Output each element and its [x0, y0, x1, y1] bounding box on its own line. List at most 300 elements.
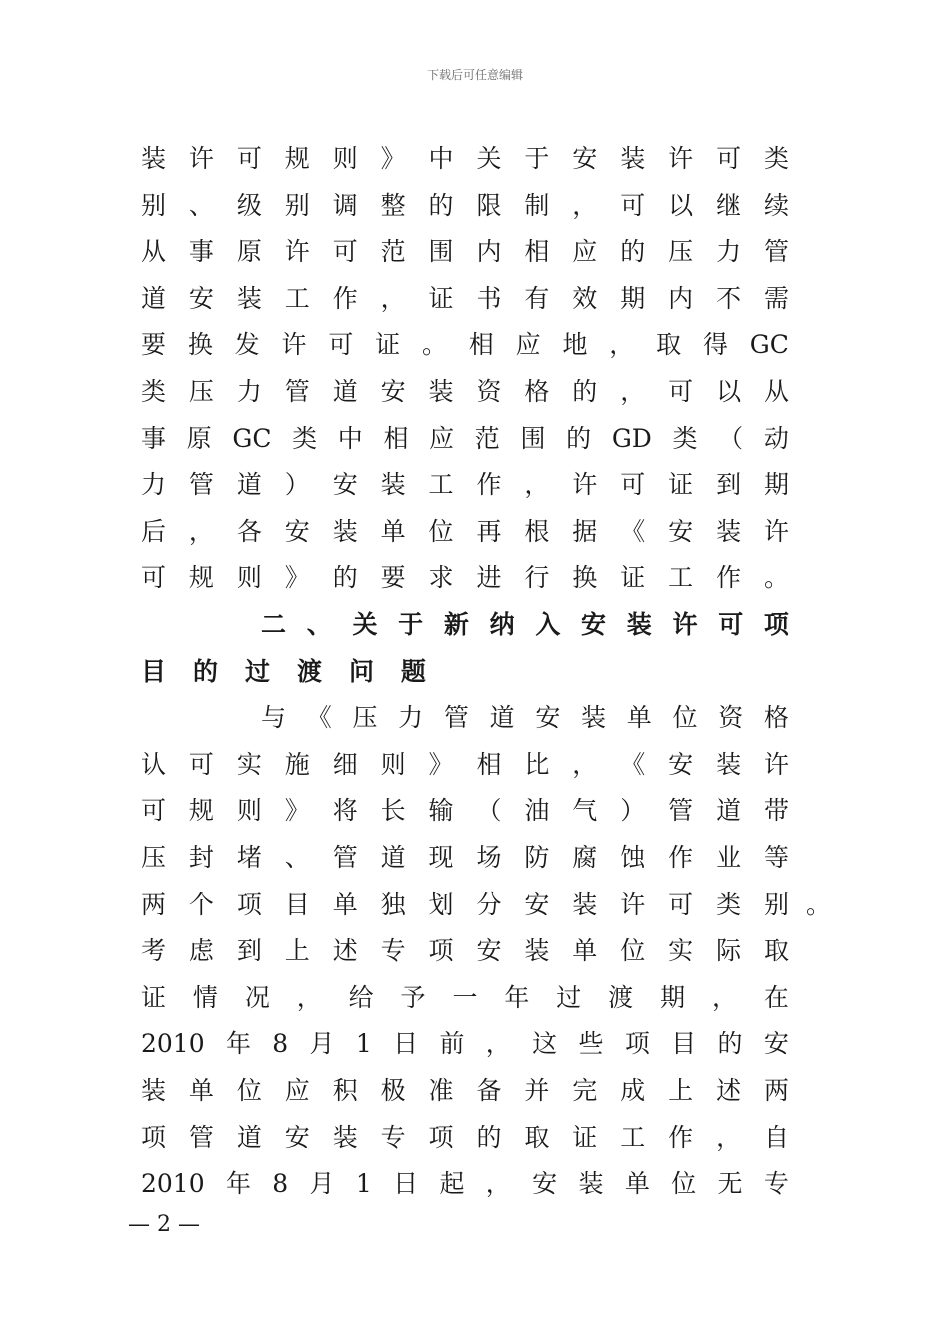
- paragraph-line: [141, 975, 789, 1021]
- text-char: 起: [439, 1169, 465, 1199]
- text-char: 》: [380, 144, 406, 173]
- text-char: 类: [292, 423, 318, 453]
- text-char: 腐: [572, 843, 598, 872]
- text-char: 单: [572, 936, 598, 966]
- text-char: 续: [763, 190, 789, 220]
- text-char: 完: [572, 1076, 598, 1105]
- paragraph-line: [141, 416, 789, 462]
- text-char: 际: [716, 936, 742, 966]
- text-char: ，: [485, 1029, 511, 1059]
- text-char: 安: [532, 1169, 558, 1199]
- text-char: 装: [141, 144, 167, 173]
- text-char: 》: [284, 796, 310, 826]
- text-char: 输: [428, 796, 454, 826]
- text-char: 实: [668, 936, 694, 966]
- text-char: ，: [380, 283, 406, 313]
- text-char: 作: [332, 283, 358, 313]
- text-char: 关: [352, 610, 378, 639]
- text-char: 则: [236, 563, 262, 593]
- text-char: 安: [535, 703, 561, 733]
- text-char: 要: [380, 563, 406, 593]
- text-char: 装: [524, 936, 550, 966]
- text-char: 述: [332, 936, 358, 966]
- trailing-punctuation: 。: [806, 889, 832, 919]
- text-char: 成: [620, 1076, 646, 1105]
- text-char: 这: [532, 1029, 558, 1059]
- text-char: 》: [284, 563, 310, 593]
- text-char: 1: [355, 1169, 372, 1199]
- text-char: 施: [284, 749, 310, 779]
- text-char: 发: [234, 330, 260, 360]
- text-char: 。: [421, 330, 447, 360]
- text-char: 项: [428, 1122, 454, 1152]
- text-char: 比: [524, 749, 550, 779]
- text-char: 的: [572, 377, 598, 406]
- text-char: 应: [515, 330, 541, 360]
- text-char: 可: [668, 889, 694, 919]
- text-char: 安: [763, 1029, 789, 1059]
- paragraph-line: [141, 1115, 789, 1161]
- text-char: 效: [572, 283, 598, 313]
- text-char: 类: [716, 889, 742, 919]
- text-char: ，: [572, 749, 598, 779]
- text-char: 管: [188, 470, 214, 500]
- text-char: 2010: [141, 1169, 205, 1199]
- text-char: 以: [668, 190, 694, 220]
- text-char: 以: [716, 377, 742, 406]
- text-char: 划: [428, 889, 454, 919]
- text-char: 无: [717, 1169, 743, 1199]
- text-char: 题: [400, 656, 426, 686]
- text-char: 备: [476, 1076, 502, 1105]
- text-char: 认: [141, 749, 167, 779]
- text-char: 工: [668, 563, 694, 593]
- text-char: 于: [524, 144, 550, 173]
- paragraph-line: [141, 509, 789, 555]
- text-char: 许: [284, 237, 310, 267]
- text-char: 中: [428, 144, 454, 173]
- text-char: 《: [620, 749, 646, 779]
- text-char: 中: [337, 423, 363, 453]
- text-char: 安: [524, 889, 550, 919]
- text-char: 2010: [141, 1029, 205, 1059]
- text-char: 取: [524, 1122, 550, 1152]
- text-char: 装: [332, 516, 358, 546]
- text-char: 项: [763, 610, 789, 639]
- text-char: 的: [332, 563, 358, 593]
- text-char: 类: [141, 377, 167, 406]
- text-char: 围: [520, 423, 546, 453]
- text-char: 证: [668, 470, 694, 500]
- text-char: 将: [332, 796, 358, 826]
- text-char: ，: [620, 377, 646, 406]
- text-char: 情: [192, 982, 218, 1012]
- text-char: 装: [428, 377, 454, 406]
- text-char: 许: [281, 330, 307, 360]
- text-char: 考: [141, 936, 167, 966]
- text-char: GD: [611, 423, 652, 453]
- text-char: 规: [284, 144, 310, 173]
- text-char: 新: [443, 610, 469, 639]
- text-char: 可: [620, 470, 646, 500]
- text-char: 过: [244, 656, 270, 686]
- text-char: 封: [188, 843, 214, 872]
- text-char: 装: [380, 470, 406, 500]
- text-char: 级: [236, 190, 262, 220]
- text-char: 问: [348, 656, 374, 686]
- text-char: 可: [620, 190, 646, 220]
- text-char: 格: [524, 377, 550, 406]
- text-char: 作: [476, 470, 502, 500]
- text-char: 目: [141, 656, 167, 686]
- text-char: 》: [428, 749, 454, 779]
- text-char: 相: [468, 330, 494, 360]
- text-char: 安: [284, 1122, 310, 1152]
- text-char: 可: [716, 144, 742, 173]
- text-char: 内: [476, 237, 502, 267]
- text-char: 别: [141, 190, 167, 220]
- text-char: 二: [261, 610, 287, 639]
- text-char: 油: [524, 796, 550, 826]
- paragraph-line: [141, 835, 789, 881]
- section-heading-line: [261, 602, 789, 648]
- paragraph-line: [141, 462, 789, 508]
- text-char: ，: [188, 516, 214, 546]
- text-char: 8: [272, 1029, 289, 1059]
- text-char: 的: [476, 1122, 502, 1152]
- text-char: 单: [624, 1169, 650, 1199]
- text-char: 范: [474, 423, 500, 453]
- text-char: 的: [566, 423, 592, 453]
- text-char: 进: [476, 563, 502, 593]
- paragraph-line: [141, 788, 789, 834]
- text-char: 虑: [188, 936, 214, 966]
- text-char: 项: [236, 889, 262, 919]
- text-char: 实: [236, 749, 262, 779]
- text-char: 资: [476, 377, 502, 406]
- text-char: 许: [668, 144, 694, 173]
- text-char: 管: [668, 796, 694, 826]
- text-char: 事: [141, 423, 167, 453]
- text-char: 压: [668, 237, 694, 267]
- text-char: 年: [504, 982, 530, 1012]
- text-char: 两: [141, 889, 167, 919]
- text-char: 可: [188, 749, 214, 779]
- text-char: 装: [578, 1169, 604, 1199]
- text-char: 关: [476, 144, 502, 173]
- text-char: 业: [716, 843, 742, 872]
- text-char: 可: [718, 610, 744, 639]
- text-char: 位: [671, 1169, 697, 1199]
- text-char: 证: [620, 563, 646, 593]
- text-char: 于: [398, 610, 424, 639]
- text-char: 一: [452, 982, 478, 1012]
- text-char: 上: [284, 936, 310, 966]
- text-char: 作: [716, 563, 742, 593]
- text-char: 道: [716, 796, 742, 826]
- text-char: 年: [225, 1029, 251, 1059]
- text-char: 有: [524, 283, 550, 313]
- text-char: 则: [332, 144, 358, 173]
- text-char: 可: [141, 796, 167, 826]
- text-char: ）: [284, 470, 310, 500]
- text-char: 相: [524, 237, 550, 267]
- text-char: 限: [476, 190, 502, 220]
- text-char: 。: [763, 563, 789, 593]
- text-char: 工: [428, 470, 454, 500]
- text-char: 的: [192, 656, 218, 686]
- text-char: 调: [332, 190, 358, 220]
- text-char: ）: [620, 796, 646, 826]
- text-char: ，: [716, 1122, 742, 1152]
- text-char: 气: [572, 796, 598, 826]
- text-char: 专: [380, 1122, 406, 1152]
- text-char: 入: [535, 610, 561, 639]
- text-char: 据: [572, 516, 598, 546]
- text-char: 要: [141, 330, 167, 360]
- text-char: 《: [306, 703, 332, 733]
- text-char: 安: [332, 470, 358, 500]
- text-char: 自: [763, 1122, 789, 1152]
- text-char: 可: [141, 563, 167, 593]
- text-char: 装: [332, 1122, 358, 1152]
- text-char: 安: [668, 516, 694, 546]
- text-char: 的: [717, 1029, 743, 1059]
- text-char: 书: [476, 283, 502, 313]
- text-char: 在: [763, 982, 789, 1012]
- text-char: 装: [716, 516, 742, 546]
- text-char: 作: [668, 843, 694, 872]
- text-char: 、: [284, 843, 310, 872]
- text-char: （: [718, 423, 744, 453]
- text-char: ，: [609, 330, 635, 360]
- text-char: 项: [624, 1029, 650, 1059]
- text-char: 前: [439, 1029, 465, 1059]
- text-char: 道: [332, 377, 358, 406]
- text-char: 单: [188, 1076, 214, 1105]
- text-char: 资: [718, 703, 744, 733]
- text-char: 从: [141, 237, 167, 267]
- text-char: 到: [236, 936, 262, 966]
- text-char: 位: [236, 1076, 262, 1105]
- text-char: 可: [328, 330, 354, 360]
- text-char: ，: [524, 470, 550, 500]
- text-char: 现: [428, 843, 454, 872]
- text-char: 道: [489, 703, 515, 733]
- paragraph-line: [141, 742, 789, 788]
- text-char: 力: [141, 470, 167, 500]
- text-char: 需: [763, 283, 789, 313]
- text-char: 换: [572, 563, 598, 593]
- text-char: 与: [261, 703, 287, 733]
- text-char: 到: [716, 470, 742, 500]
- text-char: 道: [236, 1122, 262, 1152]
- text-char: 、: [188, 190, 214, 220]
- paragraph-line: [141, 1021, 789, 1067]
- text-char: 管: [188, 1122, 214, 1152]
- text-char: 许: [763, 516, 789, 546]
- text-char: 月: [309, 1169, 335, 1199]
- text-char: 换: [187, 330, 213, 360]
- text-char: 两: [763, 1076, 789, 1105]
- text-char: 带: [763, 796, 789, 826]
- text-char: 场: [476, 843, 502, 872]
- text-char: 压: [352, 703, 378, 733]
- text-char: ，: [296, 982, 322, 1012]
- text-char: 给: [348, 982, 374, 1012]
- text-char: 装: [572, 889, 598, 919]
- text-char: 内: [668, 283, 694, 313]
- text-char: 从: [763, 377, 789, 406]
- text-char: 行: [524, 563, 550, 593]
- text-char: 述: [716, 1076, 742, 1105]
- text-char: 细: [332, 749, 358, 779]
- text-char: 日: [393, 1029, 419, 1059]
- text-char: 、: [306, 610, 332, 639]
- text-char: 些: [578, 1029, 604, 1059]
- text-char: ，: [572, 190, 598, 220]
- text-char: 压: [141, 843, 167, 872]
- text-char: 可: [332, 237, 358, 267]
- text-char: 管: [443, 703, 469, 733]
- text-char: 继: [716, 190, 742, 220]
- text-char: 准: [428, 1076, 454, 1105]
- text-char: 不: [716, 283, 742, 313]
- paragraph-line: [261, 695, 789, 741]
- text-char: 长: [380, 796, 406, 826]
- text-char: 装: [141, 1076, 167, 1105]
- text-char: 取: [763, 936, 789, 966]
- text-char: 安: [668, 749, 694, 779]
- text-char: 安: [581, 610, 607, 639]
- text-char: 许: [763, 749, 789, 779]
- text-char: 位: [428, 516, 454, 546]
- text-char: 道: [380, 843, 406, 872]
- text-char: 力: [716, 237, 742, 267]
- text-char: 管: [763, 237, 789, 267]
- text-char: 8: [272, 1169, 289, 1199]
- text-char: 目: [284, 889, 310, 919]
- text-char: 纳: [489, 610, 515, 639]
- text-char: 装: [581, 703, 607, 733]
- text-char: 安: [188, 283, 214, 313]
- text-char: 别: [763, 889, 789, 919]
- text-char: 可: [236, 144, 262, 173]
- text-char: 期: [660, 982, 686, 1012]
- text-char: 工: [284, 283, 310, 313]
- text-char: 单: [380, 516, 406, 546]
- text-char: 并: [524, 1076, 550, 1105]
- paragraph-line: [141, 928, 789, 974]
- text-char: 的: [620, 237, 646, 267]
- text-char: 安: [476, 936, 502, 966]
- page-header: 下载后可任意编辑: [426, 68, 523, 82]
- text-char: 许: [188, 144, 214, 173]
- text-char: 制: [524, 190, 550, 220]
- text-char: 证: [141, 982, 167, 1012]
- text-char: ，: [485, 1169, 511, 1199]
- text-char: 别: [284, 190, 310, 220]
- text-char: 防: [524, 843, 550, 872]
- text-char: （: [476, 796, 502, 826]
- text-char: 应: [284, 1076, 310, 1105]
- text-char: 取: [656, 330, 682, 360]
- paragraph-line: [141, 183, 789, 229]
- text-char: 年: [225, 1169, 251, 1199]
- text-char: 规: [188, 563, 214, 593]
- text-char: 原: [236, 237, 262, 267]
- text-char: 装: [236, 283, 262, 313]
- paragraph-line: [141, 229, 789, 275]
- text-char: 予: [400, 982, 426, 1012]
- paragraph-line: [141, 1068, 789, 1114]
- text-char: 整: [380, 190, 406, 220]
- text-char: 工: [620, 1122, 646, 1152]
- text-char: 规: [188, 796, 214, 826]
- text-char: 《: [620, 516, 646, 546]
- page-number: — 2 —: [128, 1212, 200, 1237]
- text-char: 单: [332, 889, 358, 919]
- text-char: 证: [572, 1122, 598, 1152]
- text-char: 安: [284, 516, 310, 546]
- text-char: ，: [711, 982, 737, 1012]
- text-char: 格: [763, 703, 789, 733]
- text-char: 力: [236, 377, 262, 406]
- text-char: 根: [524, 516, 550, 546]
- text-char: 专: [763, 1169, 789, 1199]
- paragraph-line: [141, 1161, 789, 1207]
- text-char: 可: [668, 377, 694, 406]
- text-char: 分: [476, 889, 502, 919]
- text-char: GC: [749, 330, 789, 360]
- text-char: 个: [188, 889, 214, 919]
- text-char: 专: [380, 936, 406, 966]
- text-char: 位: [672, 703, 698, 733]
- text-char: 动: [763, 423, 789, 453]
- text-char: 月: [309, 1029, 335, 1059]
- text-char: 安: [572, 144, 598, 173]
- text-char: 位: [620, 936, 646, 966]
- text-char: 求: [428, 563, 454, 593]
- text-char: 道: [236, 470, 262, 500]
- text-char: 日: [393, 1169, 419, 1199]
- text-char: 装: [716, 749, 742, 779]
- section-heading-line: [141, 649, 426, 695]
- paragraph-line: [141, 882, 789, 928]
- text-char: 目: [671, 1029, 697, 1059]
- text-char: GC: [232, 423, 272, 453]
- text-char: 事: [188, 237, 214, 267]
- text-char: 堵: [236, 843, 262, 872]
- text-char: 应: [429, 423, 455, 453]
- text-char: 则: [236, 796, 262, 826]
- paragraph-line: [141, 136, 789, 182]
- text-char: 的: [428, 190, 454, 220]
- paragraph-line: [141, 369, 789, 415]
- text-char: 各: [236, 516, 262, 546]
- text-char: 渡: [296, 656, 322, 686]
- text-char: 许: [620, 889, 646, 919]
- text-char: 类: [672, 423, 698, 453]
- text-char: 类: [763, 144, 789, 173]
- text-char: 相: [383, 423, 409, 453]
- text-char: 等: [763, 843, 789, 872]
- text-char: 作: [668, 1122, 694, 1152]
- text-char: 许: [672, 610, 698, 639]
- text-char: 期: [620, 283, 646, 313]
- text-char: 地: [562, 330, 588, 360]
- text-char: 极: [380, 1076, 406, 1105]
